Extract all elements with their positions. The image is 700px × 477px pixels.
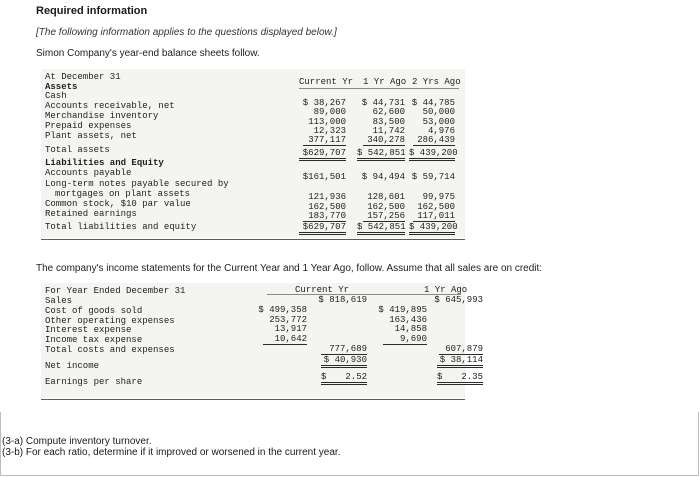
income-statement-intro: The company's income statements for the Current Year and 1 Year Ago, follow. Assume that all sales are on credit: <box>36 263 543 274</box>
bs-total-liab-label: Total liabilities and equity <box>45 222 197 232</box>
bs-row-label: Plant assets, net <box>45 131 137 141</box>
is-expense-1yr: 9,690 <box>383 334 427 345</box>
is-sales-label: Sales <box>45 296 73 306</box>
bs-row-current: 113,000 <box>308 117 346 127</box>
is-col-current: Current Yr <box>295 285 350 295</box>
bs-row-2yr: 53,000 <box>422 117 455 127</box>
bs-row-2yr: 286,439 <box>413 135 455 146</box>
is-bottom-rule <box>41 399 465 400</box>
bs-row-current: $ 38,267 <box>302 98 346 108</box>
is-eps-1yr: 2.35 <box>437 372 483 385</box>
bs-row-1yr: $ 44,731 <box>361 98 405 108</box>
bs-liab-label: Long-term notes payable secured by <box>45 179 229 189</box>
income-statement-table <box>41 283 483 398</box>
is-expense-label: Income tax expense <box>45 335 143 345</box>
bs-liab-current: 183,770 <box>303 211 346 222</box>
bs-liab-label: mortgages on plant assets <box>55 189 191 199</box>
bs-row-2yr: $ 44,785 <box>411 98 455 108</box>
bs-header-rule <box>299 88 459 89</box>
is-eps-1yr-sign: $ <box>437 372 443 382</box>
bs-row-label: Merchandise inventory <box>45 111 159 121</box>
is-expense-current: 253,772 <box>269 315 307 325</box>
is-expense-1yr: $ 419,895 <box>378 305 427 315</box>
bs-row-1yr: 83,500 <box>372 117 405 127</box>
bs-liab-label: Retained earnings <box>45 209 137 219</box>
bs-liab-1yr: 157,256 <box>363 211 405 222</box>
bs-liab-label: Accounts payable <box>45 168 132 178</box>
bs-total-liab-current: $629,707 <box>299 222 346 235</box>
required-info-heading: Required information <box>36 5 148 17</box>
question-3a: (3-a) Compute inventory turnover. <box>2 436 152 447</box>
is-eps-label: Earnings per share <box>45 377 143 387</box>
balance-sheet-table <box>41 69 465 238</box>
bs-liab-label: Common stock, $10 par value <box>45 199 191 209</box>
question-3b: (3-b) For each ratio, determine if it improved or worsened in the current year. <box>2 447 341 458</box>
is-expense-label: Other operating expenses <box>45 316 175 326</box>
bs-liab-heading: Liabilities and Equity <box>45 158 164 168</box>
is-expense-label: Interest expense <box>45 325 132 335</box>
bs-liab-1yr: 162,500 <box>367 202 405 212</box>
bs-total-assets-current: $629,707 <box>299 148 346 161</box>
bs-liab-2yr: 162,500 <box>417 202 455 212</box>
is-eps-current-sign: $ <box>321 372 327 382</box>
bs-liab-2yr: 99,975 <box>422 192 455 202</box>
bs-total-liab-2yr: $ 439,200 <box>409 222 455 235</box>
bs-total-liab-1yr: $ 542,851 <box>357 222 405 235</box>
bs-row-1yr: 62,600 <box>372 107 405 117</box>
is-total-costs-current: 777,689 <box>321 344 367 355</box>
is-eps-current: 2.52 <box>321 372 367 385</box>
bs-col-current: Current Yr <box>299 77 354 87</box>
bs-row-current: 89,000 <box>313 107 346 117</box>
bs-liab-current: $161,501 <box>302 172 346 182</box>
is-total-costs-label: Total costs and expenses <box>45 345 175 355</box>
bs-row-1yr: 340,278 <box>363 135 405 146</box>
bs-assets-heading: Assets <box>45 82 78 92</box>
bs-row-label: Prepaid expenses <box>45 121 132 131</box>
is-expense-1yr: 14,858 <box>394 324 427 334</box>
bs-total-assets-2yr: $ 439,200 <box>409 148 455 161</box>
bs-liab-current: 162,500 <box>308 202 346 212</box>
bs-bottom-rule <box>41 239 465 240</box>
bs-col-header-label: At December 31 <box>45 72 121 82</box>
bs-row-1yr: 11,742 <box>372 126 405 136</box>
is-expense-1yr: 163,436 <box>389 315 427 325</box>
is-sales-current: $ 818,619 <box>318 295 367 305</box>
is-expense-current: 13,917 <box>274 324 307 334</box>
bs-liab-2yr: 117,011 <box>413 211 455 222</box>
is-expense-current: 10,642 <box>263 334 307 345</box>
is-expense-label: Cost of goods sold <box>45 306 143 316</box>
is-net-income-current: $ 40,930 <box>321 355 367 368</box>
is-expense-current: $ 499,358 <box>258 305 307 315</box>
balance-sheet-intro: Simon Company's year-end balance sheets follow. <box>36 48 260 59</box>
is-net-income-label: Net income <box>45 361 100 371</box>
is-net-income-1yr: $ 38,114 <box>437 355 483 368</box>
bs-col-2yr: 2 Yrs Ago <box>412 77 461 87</box>
bs-row-2yr: 50,000 <box>422 107 455 117</box>
bs-liab-1yr: $ 94,494 <box>361 172 405 182</box>
bs-total-assets-1yr: $ 542,851 <box>357 148 405 161</box>
bs-row-current: 12,323 <box>313 126 346 136</box>
bs-row-label: Cash <box>45 91 67 101</box>
is-total-costs-1yr: 607,879 <box>439 344 483 355</box>
is-col-header-label: For Year Ended December 31 <box>45 286 186 296</box>
bs-liab-2yr: $ 59,714 <box>411 172 455 182</box>
bs-row-2yr: 4,976 <box>427 126 455 136</box>
bs-liab-1yr: 128,601 <box>367 192 405 202</box>
bs-col-1yr: 1 Yr Ago <box>363 77 407 87</box>
bs-liab-current: 121,936 <box>308 192 346 202</box>
instruction-note: [The following information applies to the questions displayed below.] <box>36 27 337 38</box>
is-col-1yr: 1 Yr Ago <box>424 285 468 295</box>
bs-row-label: Accounts receivable, net <box>45 101 175 111</box>
bs-row-current: 377,117 <box>303 135 346 146</box>
is-sales-1yr: $ 645,993 <box>434 295 483 305</box>
bs-total-assets-label: Total assets <box>45 145 110 155</box>
